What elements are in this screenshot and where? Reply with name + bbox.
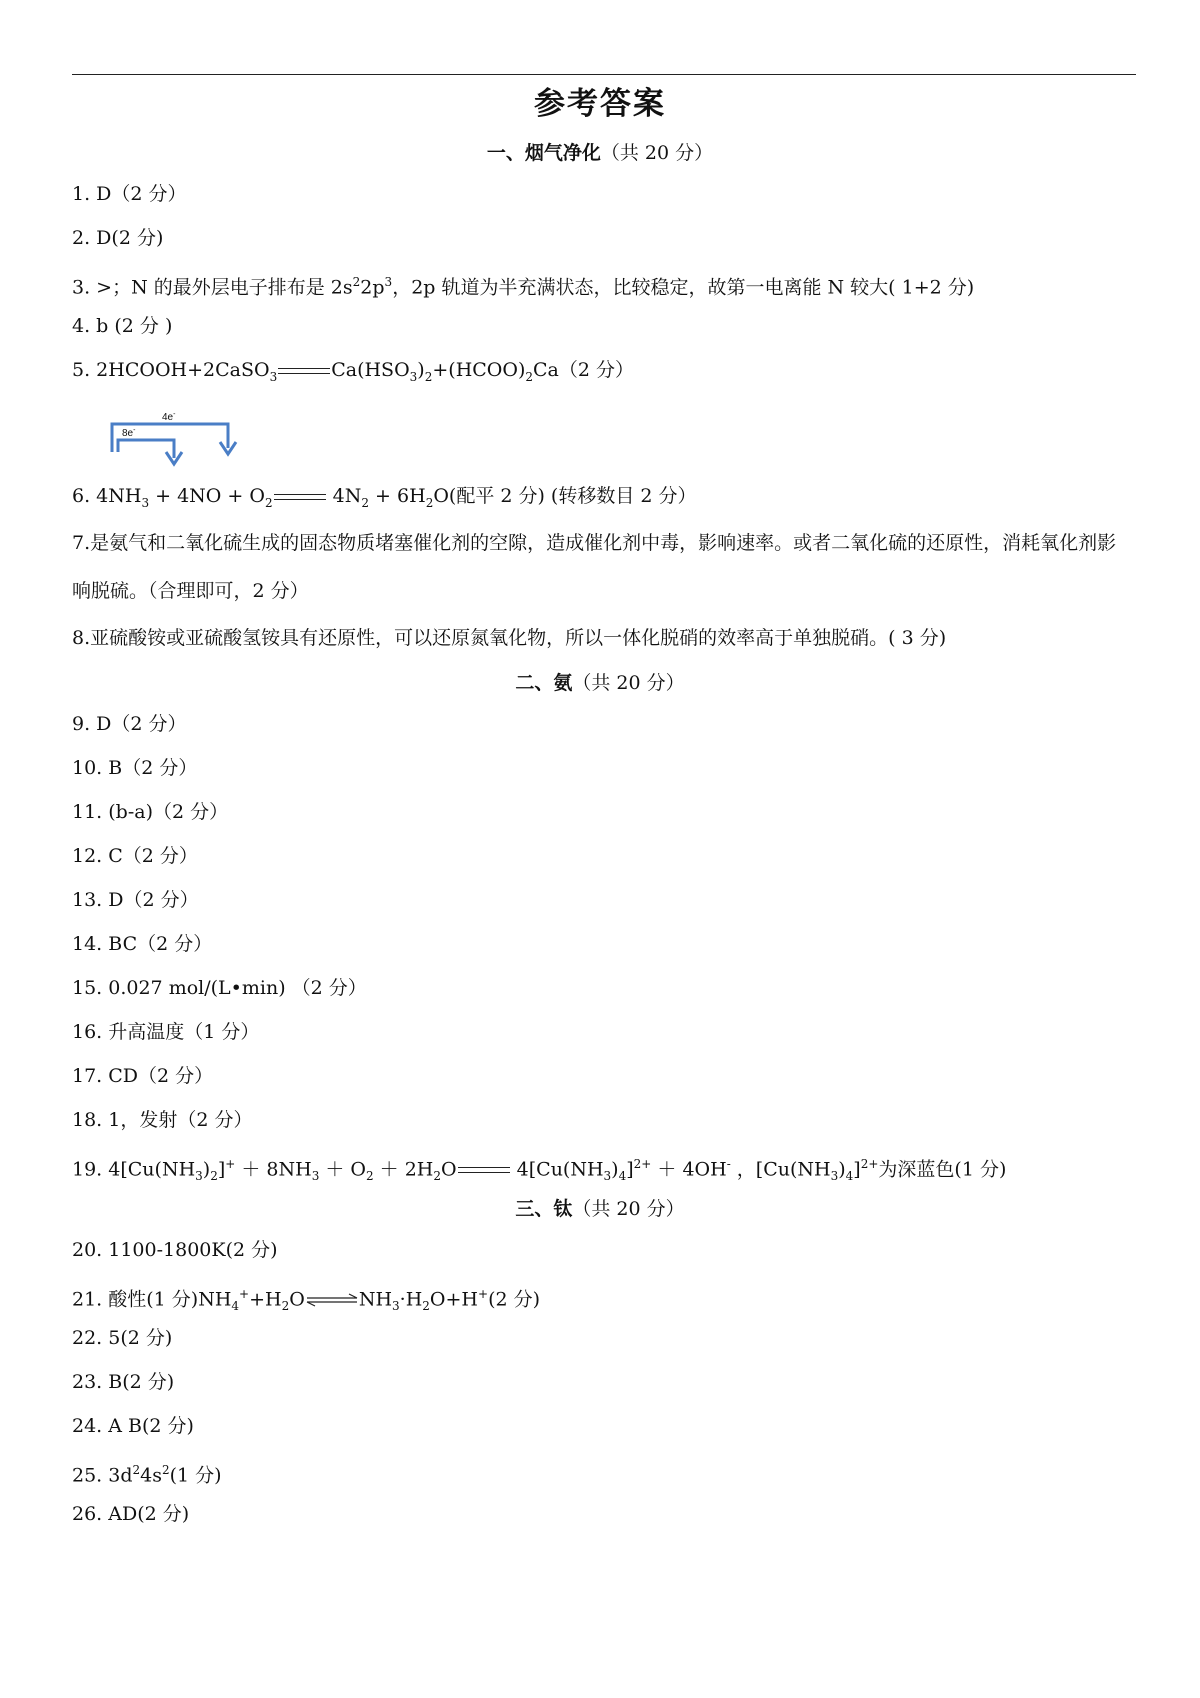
answer-4: 4. b (2 分 ) — [72, 315, 173, 337]
answer-2: 2. D(2 分) — [72, 227, 164, 249]
superscript: + — [225, 1157, 236, 1171]
answer-5-part: 5. 2HCOOH+2CaSO — [72, 359, 270, 381]
answer-5-part: ) — [417, 359, 425, 381]
subscript: 4 — [618, 1169, 627, 1184]
subscript: 2 — [210, 1169, 218, 1184]
subscript: 2 — [425, 495, 434, 510]
answer-20: 20. 1100-1800K(2 分) — [72, 1239, 278, 1261]
section-label: 二、氨 — [515, 672, 573, 694]
answer-6-part: + 4NO + O — [149, 485, 265, 507]
answer-18: 18. 1，发射（2 分） — [72, 1109, 253, 1131]
answer-19-part: ＋ 4OH — [651, 1158, 727, 1181]
answer-26: 26. AD(2 分) — [72, 1503, 190, 1525]
section-heading-3 — [0, 1194, 1200, 1221]
answer-25 — [72, 1458, 222, 1487]
subscript: 2 — [361, 495, 370, 510]
subscript: 3 — [269, 369, 278, 384]
section-score: （共 20 分） — [572, 1198, 685, 1220]
subscript: 2 — [525, 369, 534, 384]
answer-23: 23. B(2 分) — [72, 1371, 175, 1393]
subscript: 4 — [845, 1169, 854, 1184]
answer-19-part: ] — [626, 1158, 634, 1181]
answer-19-part: ＋ 2H — [373, 1158, 434, 1181]
answer-24: 24. A B(2 分) — [72, 1415, 194, 1437]
subscript: 3 — [830, 1169, 839, 1184]
answer-3-part: 2p — [360, 276, 385, 299]
answer-15: 15. 0.027 mol/(L•min) （2 分） — [72, 977, 367, 999]
answer-25-part: 4s — [140, 1464, 162, 1487]
answer-22: 22. 5(2 分) — [72, 1327, 173, 1349]
subscript: 2 — [433, 1169, 442, 1184]
page-title: 参考答案 — [534, 86, 666, 122]
subscript: 2 — [422, 1299, 430, 1314]
subscript: 2 — [264, 495, 273, 510]
answer-21 — [72, 1282, 540, 1318]
subscript: 3 — [603, 1169, 612, 1184]
subscript: 2 — [424, 369, 433, 384]
answer-3-part: ，2p 轨道为半充满状态，比较稳定，故第一电离能 N 较大( 1+2 分) — [392, 276, 975, 299]
answer-19-part: ] — [217, 1158, 226, 1181]
equals-sign — [458, 1167, 510, 1173]
superscript: 3 — [384, 275, 393, 289]
section-score: （共 20 分） — [572, 672, 685, 694]
answer-21-part: 21. 酸性(1 分)NH — [72, 1288, 232, 1311]
answer-21-part: O — [289, 1288, 305, 1311]
subscript: 2 — [366, 1169, 374, 1184]
answer-6 — [72, 484, 697, 515]
answer-17: 17. CD（2 分） — [72, 1065, 214, 1087]
answer-19-part: ，[Cu(NH — [730, 1158, 831, 1181]
answer-19-part: ) — [611, 1158, 619, 1181]
answer-3 — [72, 270, 974, 299]
answer-1: 1. D（2 分） — [72, 183, 187, 205]
answer-19-part: ] — [853, 1158, 861, 1181]
answer-21-part: ·H — [399, 1288, 423, 1311]
answer-5-part: Ca（2 分） — [533, 359, 635, 381]
answer-3-part: 3. >；N 的最外层电子排布是 2s — [72, 276, 353, 299]
electron-transfer-diagram — [108, 412, 258, 468]
answer-6-part: + 6H — [369, 485, 426, 507]
answer-19-part: ) — [838, 1158, 846, 1181]
superscript: + — [239, 1287, 250, 1301]
section-label: 三、钛 — [515, 1198, 573, 1220]
answer-19-part: 19. 4[Cu(NH — [72, 1158, 196, 1181]
answer-21-part: NH — [358, 1288, 393, 1311]
answer-21-part: O+H — [429, 1288, 478, 1311]
header-rule — [72, 74, 1136, 75]
subscript: 3 — [141, 495, 150, 510]
electron-label-4e: 4e- — [162, 412, 176, 423]
superscript: 2 — [132, 1463, 141, 1477]
answer-21-part: (2 分) — [488, 1288, 541, 1311]
superscript: - — [726, 1157, 731, 1171]
answer-7: 7.是氨气和二氧化硫生成的固态物质堵塞催化剂的空隙，造成催化剂中毒，影响速率。或者二氧化硫的还原性，消耗氧化剂影响脱硫。（合理即可，2 分） — [72, 532, 1117, 602]
answer-19-part: ＋ O — [319, 1158, 366, 1181]
superscript: 2 — [162, 1463, 170, 1477]
answer-11: 11. (b-a)（2 分） — [72, 801, 229, 823]
superscript: 2 — [352, 275, 361, 289]
answer-5-part: +(HCOO) — [432, 359, 526, 381]
answer-19-part: 4[Cu(NH — [510, 1158, 604, 1181]
arrow-8e — [118, 440, 174, 458]
answer-5 — [72, 358, 634, 389]
subscript: 4 — [231, 1299, 240, 1314]
equals-sign — [274, 494, 326, 500]
section-label: 一、烟气净化 — [486, 142, 601, 164]
electron-label-8e: 8e- — [122, 427, 136, 439]
subscript: 3 — [392, 1299, 400, 1314]
answer-19-part: O — [441, 1158, 457, 1181]
answer-9: 9. D（2 分） — [72, 713, 187, 735]
section-heading-1 — [0, 138, 1200, 165]
answer-25-part: 25. 3d — [72, 1464, 133, 1487]
subscript: 3 — [311, 1169, 320, 1184]
reversible-arrow-icon — [305, 1293, 359, 1307]
section-score: （共 20 分） — [600, 142, 714, 164]
answer-10: 10. B（2 分） — [72, 757, 198, 779]
answer-14: 14. BC（2 分） — [72, 933, 213, 955]
answer-19 — [72, 1152, 1006, 1188]
subscript: 3 — [195, 1169, 203, 1184]
section-heading-2 — [0, 668, 1200, 695]
answer-19-part: ) — [202, 1158, 211, 1181]
answer-6-part: 4N — [326, 485, 362, 507]
answer-16: 16. 升高温度（1 分） — [72, 1021, 260, 1043]
equals-sign — [278, 368, 330, 374]
answer-21-part: +H — [249, 1288, 282, 1311]
answer-19-part: 为深蓝色(1 分) — [878, 1158, 1007, 1181]
answer-19-part: ＋ 8NH — [235, 1158, 312, 1181]
subscript: 3 — [409, 369, 418, 384]
answer-8: 8.亚硫酸铵或亚硫酸氢铵具有还原性，可以还原氮氧化物，所以一体化脱硝的效率高于单独脱硝。( 3 分) — [72, 627, 947, 649]
answer-13: 13. D（2 分） — [72, 889, 199, 911]
answer-25-part: (1 分) — [169, 1464, 222, 1487]
superscript: 2+ — [860, 1157, 879, 1171]
superscript: + — [478, 1287, 489, 1301]
answer-6-part: 6. 4NH — [72, 485, 142, 507]
answer-6-part: O(配平 2 分) (转移数目 2 分） — [433, 485, 697, 507]
answer-5-part: Ca(HSO — [331, 359, 410, 381]
answer-12: 12. C（2 分） — [72, 845, 198, 867]
superscript: 2+ — [633, 1157, 652, 1171]
subscript: 2 — [281, 1299, 290, 1314]
